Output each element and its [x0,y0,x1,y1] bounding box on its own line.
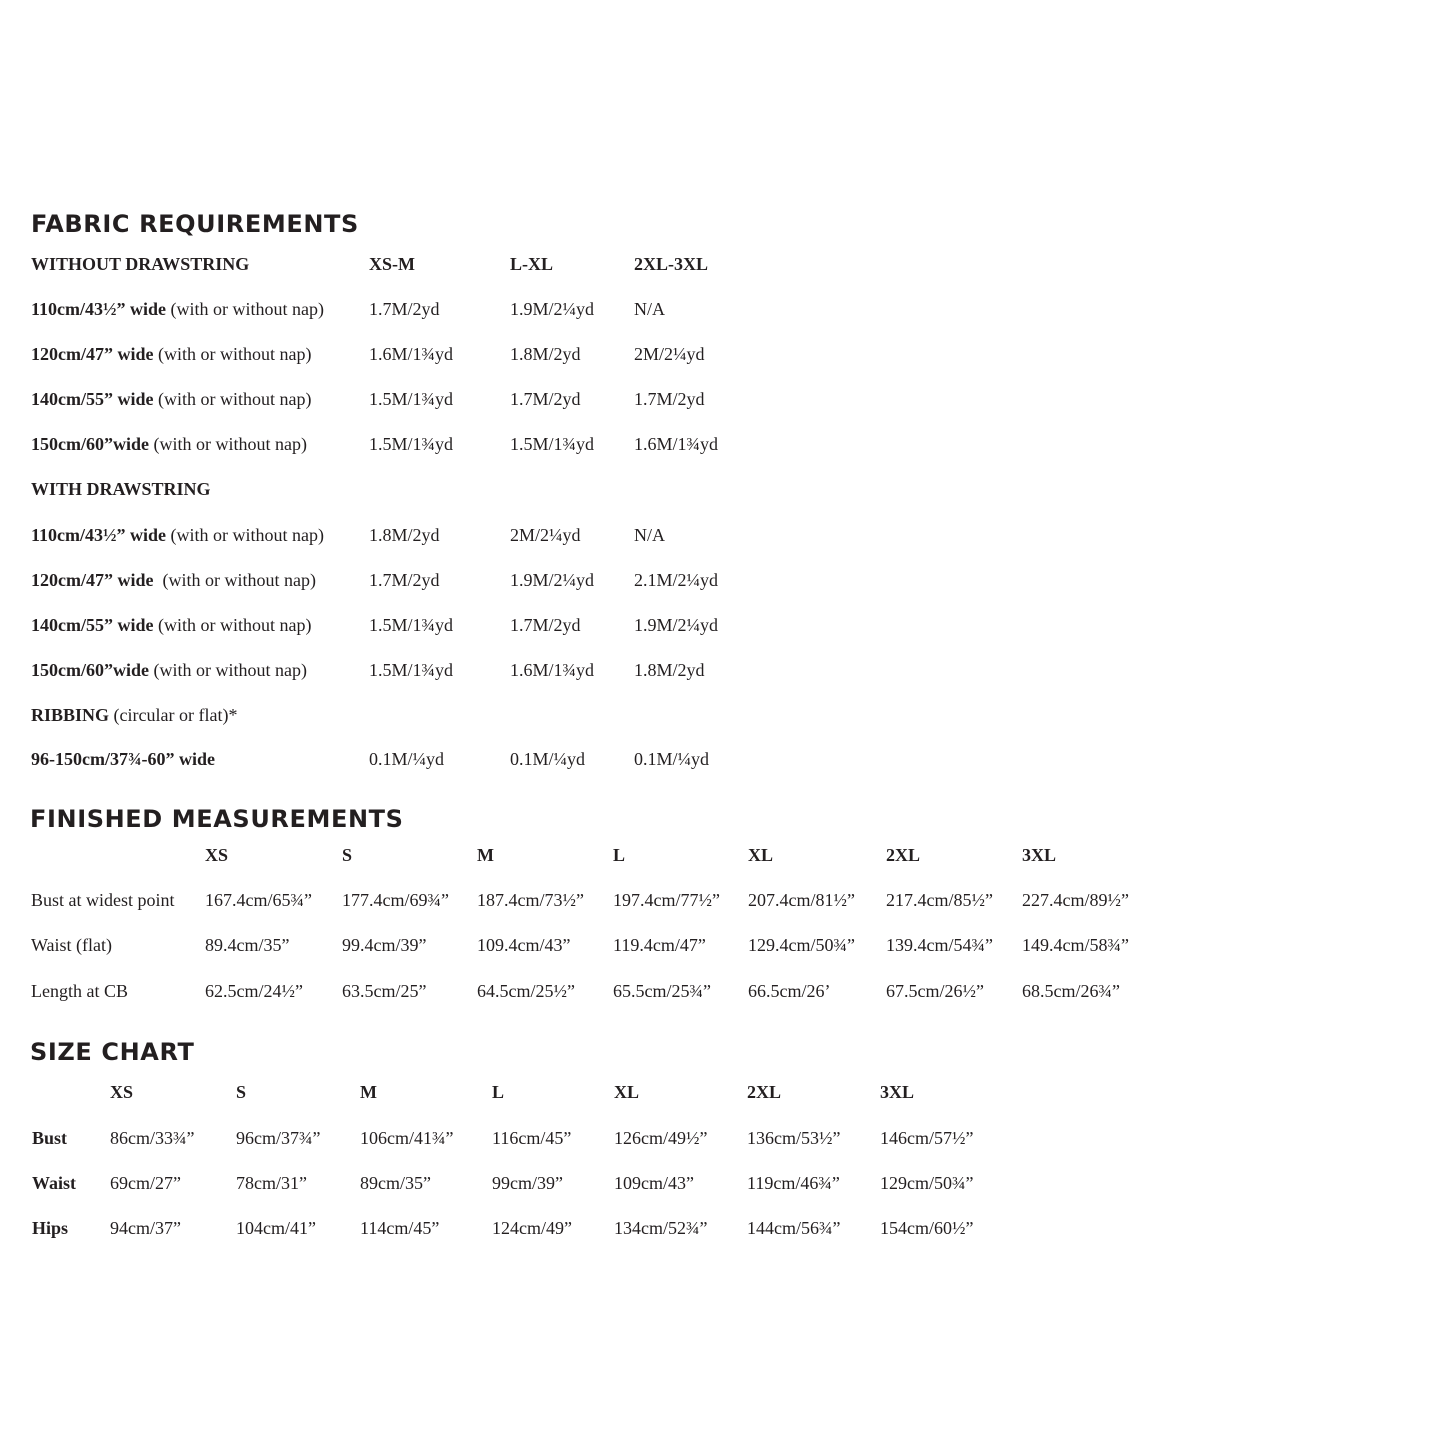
size-chart-value: 89cm/35” [360,1173,431,1193]
size-chart-value: 94cm/37” [110,1218,181,1238]
size-chart-value: 114cm/45” [360,1218,440,1238]
size-chart-heading: SIZE CHART [30,1038,195,1066]
fabric-value: 1.9M/2¼yd [510,299,595,319]
size-chart-size-header: 3XL [880,1082,915,1102]
finished-value: 66.5cm/26’ [748,981,831,1001]
fabric-value: N/A [634,299,665,319]
fabric-value: 0.1M/¼yd [369,749,445,769]
finished-value: 62.5cm/24½” [205,981,303,1001]
finished-value: 63.5cm/25” [342,981,427,1001]
fabric-value: 0.1M/¼yd [510,749,586,769]
fabric-nap-note: (with or without nap) [153,389,312,409]
fabric-width-label [31,661,307,679]
size-chart-size-header: M [360,1082,377,1102]
fabric-value: 1.8M/2yd [634,660,705,680]
ribbing-note: (circular or flat)* [109,705,238,725]
ribbing-width: 96-150cm/37¾-60” wide [31,749,215,769]
finished-row-label: Length at CB [31,981,128,1001]
size-chart-size-header: S [236,1082,247,1102]
finished-value: 64.5cm/25½” [477,981,575,1001]
fabric-value: 2.1M/2¼yd [634,570,719,590]
finished-size-header: XS [205,845,229,865]
fabric-value: 1.7M/2yd [369,299,440,319]
fabric-width: 120cm/47” wide [31,344,154,364]
finished-value: 67.5cm/26½” [886,981,984,1001]
finished-value: 65.5cm/25¾” [613,981,711,1001]
size-chart-value: 86cm/33¾” [110,1128,195,1148]
size-chart-value: 119cm/46¾” [747,1173,840,1193]
ribbing-label [31,706,237,724]
size-chart-value: 129cm/50¾” [880,1173,974,1193]
size-chart-size-header: L [492,1082,505,1102]
size-chart-value: 106cm/41¾” [360,1128,454,1148]
finished-value: 99.4cm/39” [342,935,427,955]
finished-value: 197.4cm/77½” [613,890,720,910]
fabric-width-label [31,300,324,318]
size-chart-value: 104cm/41” [236,1218,316,1238]
fabric-value: 1.7M/2yd [510,615,581,635]
without-drawstring-label: WITHOUT DRAWSTRING [31,254,250,274]
size-chart-row-label: Bust [32,1128,68,1148]
finished-value: 149.4cm/58¾” [1022,935,1129,955]
size-chart-row-label: Hips [32,1218,69,1238]
size-chart-value: 78cm/31” [236,1173,307,1193]
finished-size-header: M [477,845,494,865]
fabric-width-label [31,616,311,634]
finished-value: 129.4cm/50¾” [748,935,855,955]
size-chart-size-header: 2XL [747,1082,782,1102]
fabric-width: 110cm/43½” wide [31,525,166,545]
fabric-width: 140cm/55” wide [31,615,154,635]
fabric-requirements-heading: FABRIC REQUIREMENTS [31,210,359,238]
size-chart-value: 124cm/49” [492,1218,572,1238]
fabric-width-label [31,345,311,363]
fabric-value: 1.5M/1¾yd [510,434,595,454]
fabric-value: 1.9M/2¼yd [634,615,719,635]
fabric-value: 1.5M/1¾yd [369,615,454,635]
fabric-value: 1.8M/2yd [369,525,440,545]
size-chart-value: 136cm/53½” [747,1128,841,1148]
fabric-width-label [31,435,307,453]
fabric-nap-note: (with or without nap) [166,525,324,545]
fabric-width: 140cm/55” wide [31,389,154,409]
finished-value: 68.5cm/26¾” [1022,981,1120,1001]
size-chart-value: 99cm/39” [492,1173,563,1193]
finished-size-header: L [613,845,626,865]
fabric-value: 1.9M/2¼yd [510,570,595,590]
with-drawstring-label: WITH DRAWSTRING [31,479,211,499]
fabric-value: 1.5M/1¾yd [369,434,454,454]
size-chart-value: 126cm/49½” [614,1128,708,1148]
fabric-value: 1.7M/2yd [369,570,440,590]
finished-value: 187.4cm/73½” [477,890,584,910]
size-chart-value: 116cm/45” [492,1128,572,1148]
finished-size-header: 3XL [1022,845,1057,865]
fabric-nap-note: (with or without nap) [153,344,312,364]
fabric-nap-note: (with or without nap) [166,299,324,319]
size-chart-value: 96cm/37¾” [236,1128,321,1148]
size-chart-value: 154cm/60½” [880,1218,974,1238]
size-chart-value: 109cm/43” [614,1173,694,1193]
fabric-value: 1.7M/2yd [510,389,581,409]
fabric-width-label [31,571,316,589]
fabric-width: 120cm/47” wide [31,570,154,590]
finished-value: 119.4cm/47” [613,935,706,955]
size-chart-value: 69cm/27” [110,1173,181,1193]
fabric-width-label [31,390,311,408]
finished-value: 139.4cm/54¾” [886,935,993,955]
fabric-size-header: 2XL-3XL [634,254,709,274]
fabric-value: 1.7M/2yd [634,389,705,409]
ribbing-title: RIBBING [31,705,110,725]
fabric-size-header: L-XL [510,254,554,274]
fabric-width: 150cm/60”wide [31,660,149,680]
fabric-value: 2M/2¼yd [510,525,581,545]
finished-measurements-heading: FINISHED MEASUREMENTS [30,805,404,833]
fabric-nap-note: (with or without nap) [153,615,312,635]
fabric-size-header: XS-M [369,254,415,274]
fabric-nap-note: (with or without nap) [148,660,307,680]
finished-value: 167.4cm/65¾” [205,890,312,910]
finished-value: 89.4cm/35” [205,935,290,955]
fabric-value: 1.5M/1¾yd [369,389,454,409]
size-chart-row-label: Waist [32,1173,77,1193]
fabric-value: 1.6M/1¾yd [634,434,719,454]
finished-row-label: Bust at widest point [31,890,175,910]
finished-value: 227.4cm/89½” [1022,890,1129,910]
fabric-width: 110cm/43½” wide [31,299,166,319]
size-chart-value: 134cm/52¾” [614,1218,708,1238]
finished-value: 177.4cm/69¾” [342,890,449,910]
size-chart-value: 144cm/56¾” [747,1218,841,1238]
finished-value: 109.4cm/43” [477,935,571,955]
finished-size-header: 2XL [886,845,921,865]
fabric-value: 1.6M/1¾yd [510,660,595,680]
size-chart-value: 146cm/57½” [880,1128,974,1148]
fabric-value: 1.5M/1¾yd [369,660,454,680]
size-chart-size-header: XL [614,1082,640,1102]
fabric-value: 1.6M/1¾yd [369,344,454,364]
finished-value: 207.4cm/81½” [748,890,855,910]
fabric-width: 150cm/60”wide [31,434,149,454]
fabric-value: 2M/2¼yd [634,344,705,364]
fabric-value: 0.1M/¼yd [634,749,710,769]
finished-row-label: Waist (flat) [31,935,113,955]
fabric-value: N/A [634,525,665,545]
finished-value: 217.4cm/85½” [886,890,993,910]
finished-size-header: XL [748,845,774,865]
fabric-nap-note: (with or without nap) [148,434,307,454]
size-chart-size-header: XS [110,1082,134,1102]
fabric-nap-note: (with or without nap) [153,570,316,590]
finished-size-header: S [342,845,353,865]
fabric-value: 1.8M/2yd [510,344,581,364]
fabric-width-label [31,526,324,544]
